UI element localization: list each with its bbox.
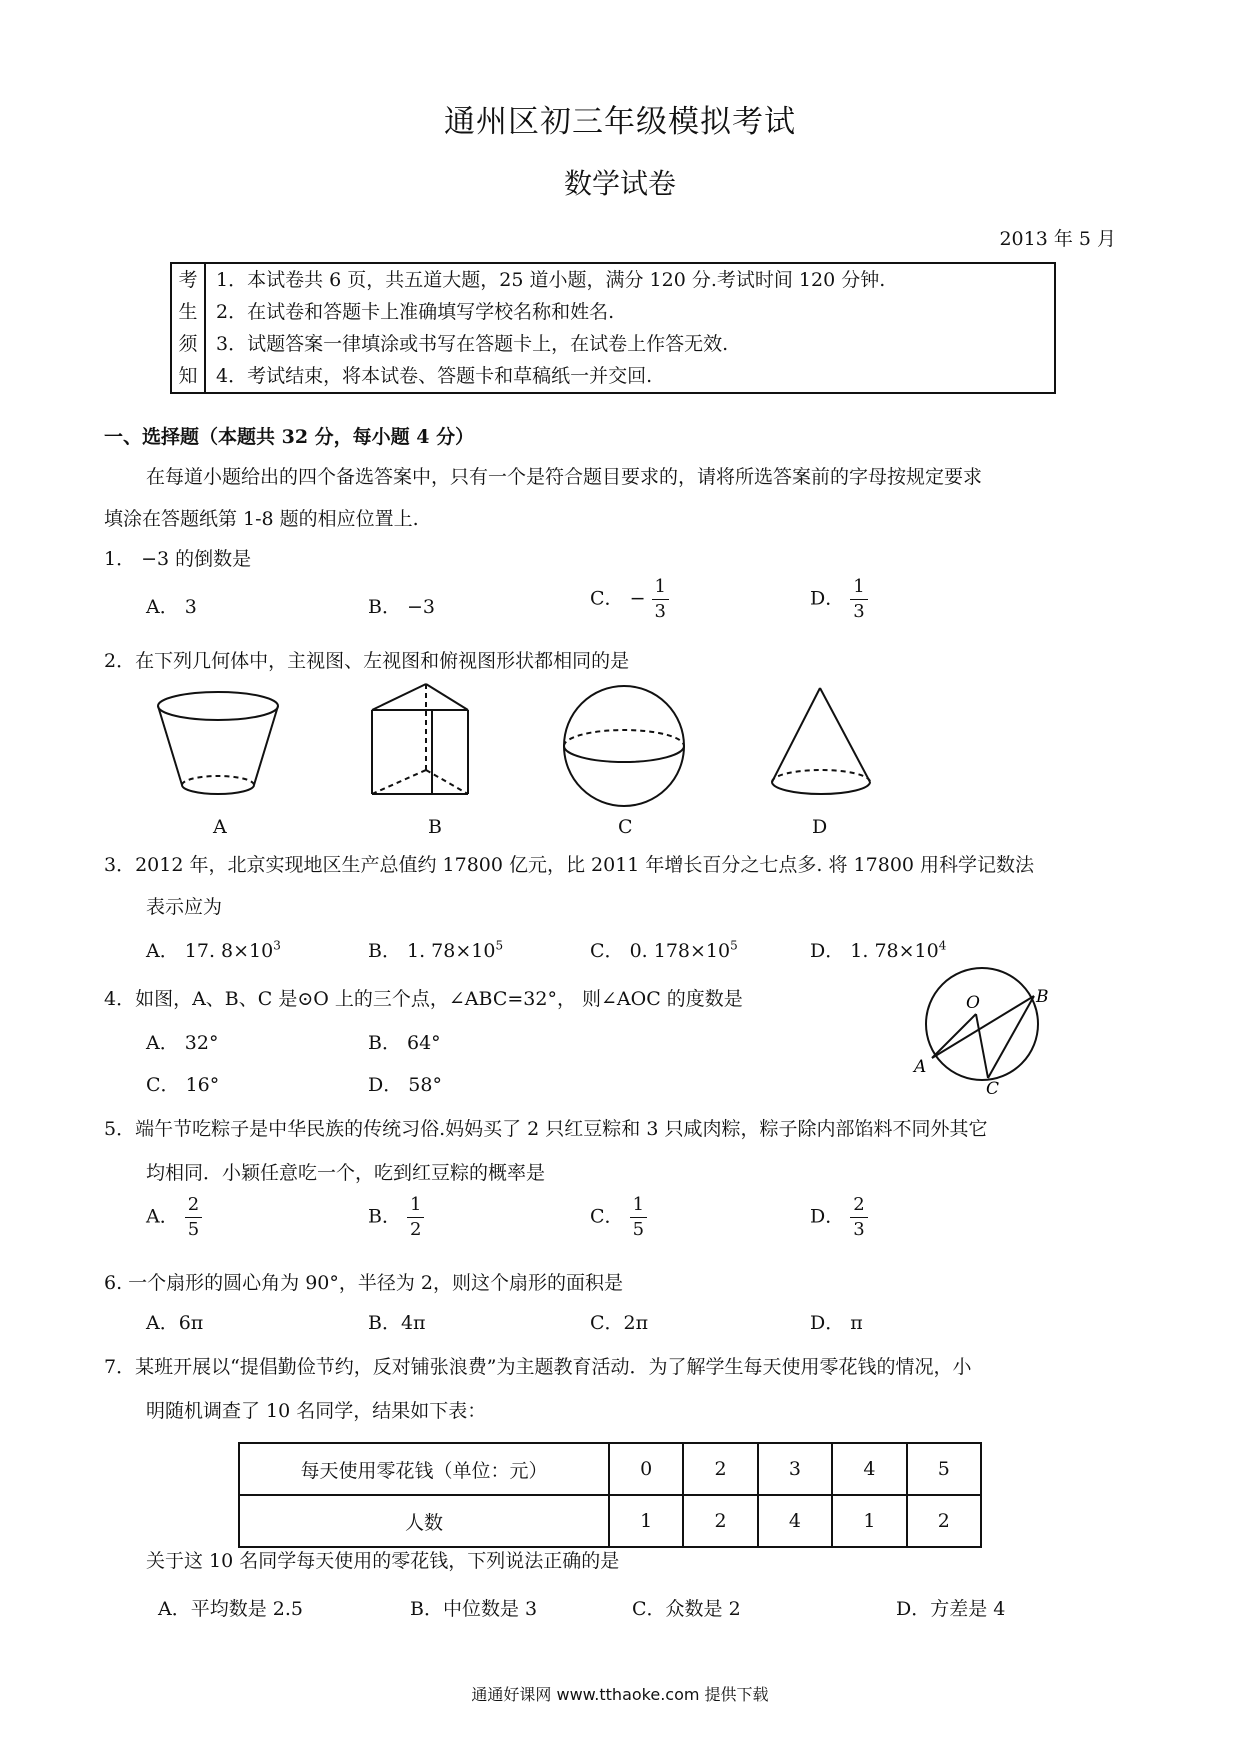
q2-stem: 2．在下列几何体中，主视图、左视图和俯视图形状都相同的是 [104, 650, 630, 672]
q5-option-a-prefix: A． [146, 1205, 179, 1228]
q6-option-d: D． π [810, 1312, 863, 1334]
q2-label-c: C [618, 816, 633, 838]
solid-cone [772, 688, 870, 794]
q4-option-b: B． 64° [368, 1032, 441, 1054]
segment-oc [976, 1014, 988, 1078]
solid-frustum [158, 692, 278, 794]
q5-option-b [368, 1196, 424, 1239]
q1-option-d-prefix: D． [810, 587, 845, 610]
q6-option-a: A．6π [146, 1312, 204, 1334]
fraction-numerator: 2 [185, 1196, 202, 1218]
notice-box [170, 262, 1056, 394]
q6-option-b: B．4π [368, 1312, 426, 1334]
q7-stem-line1: 7．某班开展以“提倡勤俭节约，反对铺张浪费”为主题教育活动．为了解学生每天使用零花钱的情况，小 [104, 1356, 972, 1378]
q1-option-d [810, 578, 868, 621]
q4-option-d: D． 58° [368, 1074, 442, 1096]
q2-solids-figure [140, 680, 920, 820]
table-row [239, 1495, 981, 1547]
section-intro-line2: 填涂在答题纸第 1-8 题的相应位置上. [104, 508, 419, 530]
q7-stem-line2: 明随机调查了 10 名同学，结果如下表： [146, 1400, 487, 1422]
table-cell: 0 [609, 1443, 683, 1495]
section-intro-line1: 在每道小题给出的四个备选答案中，只有一个是符合题目要求的，请将所选答案前的字母按规定要求 [146, 466, 983, 488]
q5-option-c [590, 1196, 647, 1239]
notice-item: 2．在试卷和答题卡上准确填写学校名称和姓名. [216, 301, 615, 323]
table-cell: 3 [758, 1443, 832, 1495]
notice-item: 3．试题答案一律填涂或书写在答题卡上，在试卷上作答无效. [216, 333, 729, 355]
q3-option-b [368, 936, 503, 963]
q3-option-c-base: C． 0. 178×10 [590, 940, 731, 962]
table-cell: 5 [907, 1443, 981, 1495]
exam-date: 2013 年 5 月 [999, 228, 1116, 250]
solid-sphere [564, 686, 684, 806]
q5-option-b-prefix: B． [368, 1205, 401, 1228]
circle-o [926, 968, 1038, 1080]
q7-option-a: A．平均数是 2.5 [158, 1598, 303, 1620]
q5-option-a [146, 1196, 202, 1239]
q3-option-a-exponent: 3 [273, 938, 281, 953]
table-row [239, 1443, 981, 1495]
q5-option-b-fraction [407, 1196, 424, 1239]
point-label-c: C [986, 1079, 1000, 1096]
q3-option-c [590, 936, 738, 963]
point-label-b: B [1036, 987, 1049, 1007]
q2-label-d: D [812, 816, 828, 838]
table-cell: 4 [758, 1495, 832, 1547]
notice-label-char: 须 [178, 333, 198, 355]
q1-option-c [590, 578, 669, 621]
point-label-a: A [914, 1057, 927, 1077]
notice-item: 4．考试结束，将本试卷、答题卡和草稿纸一并交回. [216, 365, 653, 387]
q7-option-b: B．中位数是 3 [410, 1598, 538, 1620]
fraction-denominator: 3 [654, 601, 666, 622]
q1-option-a: A． 3 [146, 596, 197, 618]
fraction-numerator: 2 [850, 1196, 867, 1218]
table-header-cell: 人数 [239, 1495, 609, 1547]
table-header-cell: 每天使用零花钱（单位：元） [239, 1443, 609, 1495]
page-footer: 通通好课网 www.tthaoke.com 提供下载 [471, 1685, 769, 1704]
section-heading: 一、选择题（本题共 32 分，每小题 4 分） [104, 426, 475, 448]
notice-label-char: 考 [178, 269, 198, 291]
q6-stem: 6. 一个扇形的圆心角为 90°，半径为 2，则这个扇形的面积是 [104, 1272, 624, 1294]
table-cell: 2 [683, 1495, 757, 1547]
q3-stem-line2: 表示应为 [146, 896, 223, 918]
notice-label-char: 知 [178, 365, 198, 387]
table-cell: 4 [832, 1443, 906, 1495]
fraction-numerator: 1 [850, 578, 867, 600]
solid-prism [372, 684, 468, 794]
fraction-denominator: 5 [632, 1219, 645, 1240]
notice-item: 1．本试卷共 6 页，共五道大题，25 道小题，满分 120 分.考试时间 120 分钟. [216, 269, 886, 291]
q3-option-b-base: B． 1. 78×10 [368, 940, 496, 962]
notice-items [205, 263, 1055, 393]
table-cell: 1 [609, 1495, 683, 1547]
fraction-numerator: 1 [407, 1196, 424, 1218]
point-label-o: O [966, 993, 980, 1013]
q3-option-a-base: A． 17. 8×10 [146, 940, 274, 962]
q7-data-table [238, 1442, 982, 1548]
fraction-denominator: 3 [853, 601, 865, 622]
q5-option-d-prefix: D． [810, 1205, 845, 1228]
q1-option-d-fraction [850, 578, 867, 621]
q3-option-d-base: D． 1. 78×10 [810, 940, 939, 962]
q4-option-a: A． 32° [146, 1032, 219, 1054]
q5-stem-line1: 5．端午节吃粽子是中华民族的传统习俗.妈妈买了 2 只红豆粽和 3 只咸肉粽，粽子除内部馅料不同外其它 [104, 1118, 988, 1140]
segment-bc [988, 996, 1034, 1078]
q3-option-b-exponent: 5 [495, 938, 504, 953]
q3-option-a [146, 936, 281, 963]
notice-label [171, 263, 205, 393]
fraction-numerator: 1 [630, 1196, 647, 1218]
q4-circle-figure [906, 956, 1056, 1096]
q3-option-c-exponent: 5 [730, 938, 738, 953]
q2-label-a: A [213, 816, 227, 838]
q5-option-c-fraction [630, 1196, 647, 1239]
q7-option-c: C．众数是 2 [632, 1598, 741, 1620]
fraction-denominator: 3 [853, 1219, 865, 1240]
fraction-denominator: 2 [410, 1219, 422, 1240]
q3-option-d-exponent: 4 [938, 938, 947, 953]
table-cell: 2 [907, 1495, 981, 1547]
q3-stem-line1: 3．2012 年，北京实现地区生产总值约 17800 亿元，比 2011 年增长百分之七点多. 将 17800 用科学记数法 [104, 854, 1035, 876]
q7-stem-line3: 关于这 10 名同学每天使用的零花钱，下列说法正确的是 [146, 1550, 620, 1572]
q1-option-c-prefix: C． − [590, 587, 646, 610]
q5-stem-line2: 均相同．小颖任意吃一个，吃到红豆粽的概率是 [146, 1162, 546, 1184]
q1-option-c-fraction [652, 578, 669, 621]
q2-label-b: B [428, 816, 442, 838]
fraction-numerator: 1 [652, 578, 669, 600]
q5-option-d-fraction [850, 1196, 867, 1239]
exam-subtitle: 数学试卷 [563, 167, 676, 200]
q5-option-a-fraction [185, 1196, 202, 1239]
q4-stem: 4．如图，A、B、C 是⊙O 上的三个点，∠ABC=32°， 则∠AOC 的度数是 [104, 988, 743, 1010]
table-cell: 1 [832, 1495, 906, 1547]
q1-option-b: B． −3 [368, 596, 436, 618]
q7-option-d: D．方差是 4 [896, 1598, 1006, 1620]
q1-stem: 1． −3 的倒数是 [104, 548, 252, 570]
exam-title: 通州区初三年级模拟考试 [444, 104, 796, 140]
table-cell: 2 [683, 1443, 757, 1495]
fraction-denominator: 5 [187, 1219, 200, 1240]
q5-option-c-prefix: C． [590, 1205, 624, 1228]
q5-option-d [810, 1196, 868, 1239]
q6-option-c: C．2π [590, 1312, 649, 1334]
notice-label-char: 生 [178, 301, 198, 323]
q4-option-c: C． 16° [146, 1074, 220, 1096]
